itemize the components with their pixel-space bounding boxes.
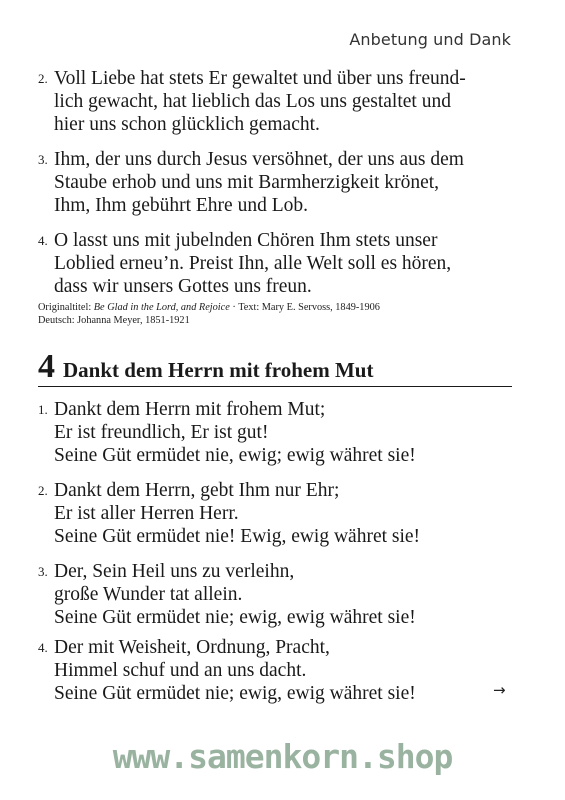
stanza-line: Seine Güt ermüdet nie; ewig, ewig währet sie! — [54, 683, 416, 704]
hymn-stanza-3 — [38, 560, 518, 629]
verse-line: hier uns schon glücklich gemacht. — [54, 114, 320, 135]
verse-line: dass wir unsers Gottes uns freun. — [54, 276, 312, 297]
stanza-line: Seine Güt ermüdet nie; ewig, ewig währet sie! — [54, 607, 416, 628]
stanza-number: 4. — [38, 640, 48, 655]
stanza-line: Dankt dem Herrn mit frohem Mut; — [54, 399, 326, 420]
verse-number: 2. — [38, 71, 48, 86]
stanza-line: Seine Güt ermüdet nie! Ewig, ewig währet sie! — [54, 526, 421, 547]
hymn-title: Dankt dem Herrn mit frohem Mut — [63, 358, 374, 382]
hymn-stanza-2 — [38, 479, 518, 548]
stanza-number: 2. — [38, 483, 48, 498]
verse-line: Ihm, Ihm gebührt Ehre und Lob. — [54, 195, 308, 216]
verse-line: Ihm, der uns durch Jesus versöhnet, der uns aus dem — [54, 149, 464, 170]
prev-hymn-verse-2 — [38, 67, 518, 136]
stanza-number: 1. — [38, 402, 48, 417]
hymn-stanza-4 — [38, 636, 518, 705]
running-head: Anbetung und Dank — [349, 30, 511, 49]
watermark: www.samenkorn.shop — [112, 737, 453, 776]
stanza-line: Er ist freundlich, Er ist gut! — [54, 422, 269, 443]
credit-label: Originaltitel: — [38, 302, 94, 313]
prev-hymn-verse-4 — [38, 229, 518, 298]
verse-line: Staube erhob und uns mit Barmherzigkeit krönet, — [54, 172, 440, 193]
hymn-number: 4 — [38, 348, 55, 385]
credit-line-1 — [38, 302, 380, 315]
heading-rule — [38, 386, 512, 387]
stanza-line: Der, Sein Heil uns zu verleihn, — [54, 561, 295, 582]
stanza-number: 3. — [38, 564, 48, 579]
verse-line: O lasst uns mit jubelnden Chören Ihm stets unser — [54, 230, 438, 251]
stanza-line: Himmel schuf und an uns dacht. — [54, 660, 307, 681]
hymn-stanza-1 — [38, 398, 518, 467]
credit-line-2: Deutsch: Johanna Meyer, 1851-1921 — [38, 314, 190, 326]
verse-number: 4. — [38, 233, 48, 248]
hymn-heading — [38, 350, 373, 384]
verse-line: lich gewacht, hat lieblich das Los uns gestaltet und — [54, 91, 451, 112]
continue-arrow-icon: → — [493, 681, 506, 699]
prev-hymn-verse-3 — [38, 148, 518, 217]
stanza-line: Er ist aller Herren Herr. — [54, 503, 239, 524]
stanza-line: Seine Güt ermüdet nie, ewig; ewig währet sie! — [54, 445, 416, 466]
stanza-line: Dankt dem Herrn, gebt Ihm nur Ehr; — [54, 480, 340, 501]
credit-text-author: · Text: Mary E. Servoss, 1849-1906 — [229, 302, 380, 313]
verse-line: Loblied erneu’n. Preist Ihn, alle Welt soll es hören, — [54, 253, 452, 274]
stanza-line: Der mit Weisheit, Ordnung, Pracht, — [54, 637, 330, 658]
verse-number: 3. — [38, 152, 48, 167]
hymn-credit — [38, 302, 380, 327]
verse-line: Voll Liebe hat stets Er gewaltet und über uns freund- — [54, 68, 466, 89]
credit-original-title: Be Glad in the Lord, and Rejoice — [93, 302, 230, 313]
stanza-line: große Wunder tat allein. — [54, 584, 243, 605]
